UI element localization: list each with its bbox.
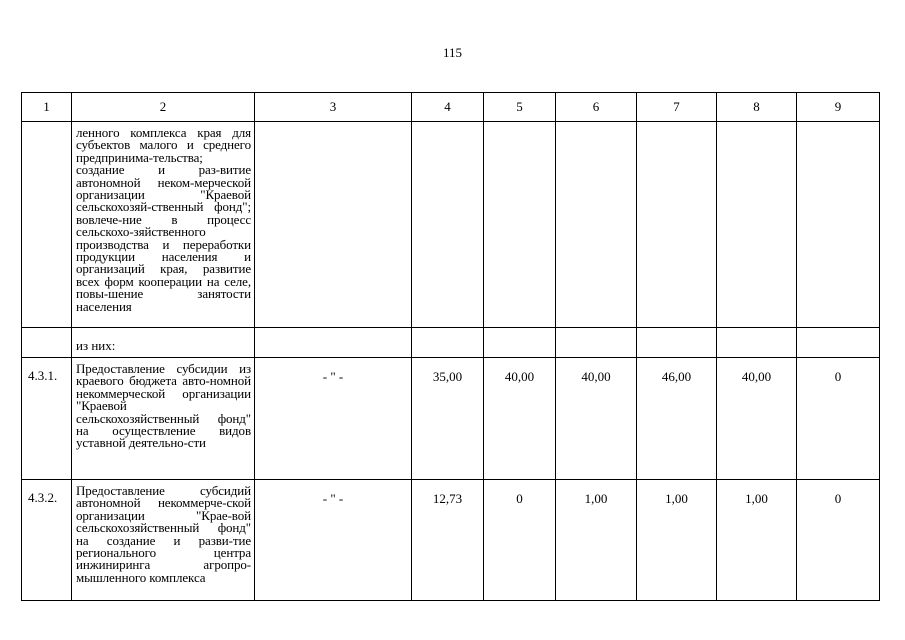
row-code (22, 358, 72, 480)
column-header-5: 5 (484, 93, 556, 122)
column-header-6: 6 (556, 93, 637, 122)
row-code (22, 480, 72, 601)
value-cell (556, 358, 637, 480)
value-cell (556, 480, 637, 601)
column-header-1: 1 (22, 93, 72, 122)
subheader-row (22, 328, 880, 358)
value-col7: 1,00 (665, 491, 688, 506)
table-row (22, 480, 880, 601)
value-cell (484, 480, 556, 601)
row-description-text: Предоставление субсидий автономной некоммерче-ской организации "Крае-вой сельскохозяйственный фонд" на создание и разви-тие регионального центра инжиниринга агропро-мышленного комплекса (76, 483, 251, 585)
cell-empty (412, 122, 484, 328)
continuation-description (72, 122, 255, 328)
value-cell (412, 480, 484, 601)
cell-empty (717, 328, 797, 358)
value-col6: 1,00 (584, 491, 608, 506)
column-header-9: 9 (797, 93, 880, 122)
program-table (21, 92, 880, 601)
continuation-row (22, 122, 880, 328)
cell-empty (412, 328, 484, 358)
row-description (72, 358, 255, 480)
page-number: 115 (442, 45, 463, 60)
cell-empty (255, 122, 412, 328)
ditto-mark: - " - (322, 369, 344, 384)
row-code-text: 4.3.1. (28, 368, 58, 383)
cell-empty (484, 122, 556, 328)
value-cell (717, 358, 797, 480)
subheader-text: из них: (76, 338, 116, 353)
cell-empty (22, 328, 72, 358)
value-col4: 35,00 (432, 369, 463, 384)
value-col5: 0 (516, 491, 523, 506)
value-cell (412, 358, 484, 480)
value-col8: 1,00 (745, 491, 768, 506)
column-header-3: 3 (255, 93, 412, 122)
column-header-7: 7 (637, 93, 717, 122)
value-col6: 40,00 (581, 369, 611, 384)
cell-empty (797, 328, 880, 358)
row-description-text: Предоставление субсидии из краевого бюджета авто-номной некоммерческой организации "Краевой сельскохозяйственный фонд" на осуществление видов уставной деятельно-сти (76, 361, 251, 451)
cell-empty (717, 122, 797, 328)
ditto-mark: - " - (322, 491, 344, 506)
column-header-4: 4 (412, 93, 484, 122)
cell-empty (484, 328, 556, 358)
column-header-8: 8 (717, 93, 797, 122)
value-cell (717, 480, 797, 601)
value-col5: 40,00 (504, 369, 535, 384)
continuation-text: ленного комплекса края для субъектов малого и среднего предпринима-тельства; создание и раз-витие автономной неком-мерческой организации "Краевой сельскохозяй-ственный фонд"; вовлече-ние в процесс сельскохо-зяйственного производства и переработки продукции населения и организаций края, развитие всех форм кооперации на селе, повы-шение занятости населения (76, 125, 251, 314)
value-col4: 12,73 (432, 491, 463, 506)
row-ditto (255, 480, 412, 601)
header-row (22, 93, 880, 122)
value-cell (637, 358, 717, 480)
cell-empty (255, 328, 412, 358)
value-cell (484, 358, 556, 480)
value-cell (637, 480, 717, 601)
cell-empty (556, 122, 637, 328)
cell-empty (22, 122, 72, 328)
cell-empty (556, 328, 637, 358)
cell-empty (797, 122, 880, 328)
column-header-2: 2 (72, 93, 255, 122)
cell-empty (637, 122, 717, 328)
table-row (22, 358, 880, 480)
row-ditto (255, 358, 412, 480)
row-code-text: 4.3.2. (28, 490, 58, 505)
cell-empty (637, 328, 717, 358)
value-col8: 40,00 (741, 369, 772, 384)
subheader-cell (72, 328, 255, 358)
row-description (72, 480, 255, 601)
value-col9: 0 (834, 491, 842, 506)
value-col9: 0 (834, 369, 842, 384)
value-col7: 46,00 (661, 369, 692, 384)
value-cell (797, 358, 880, 480)
value-cell (797, 480, 880, 601)
